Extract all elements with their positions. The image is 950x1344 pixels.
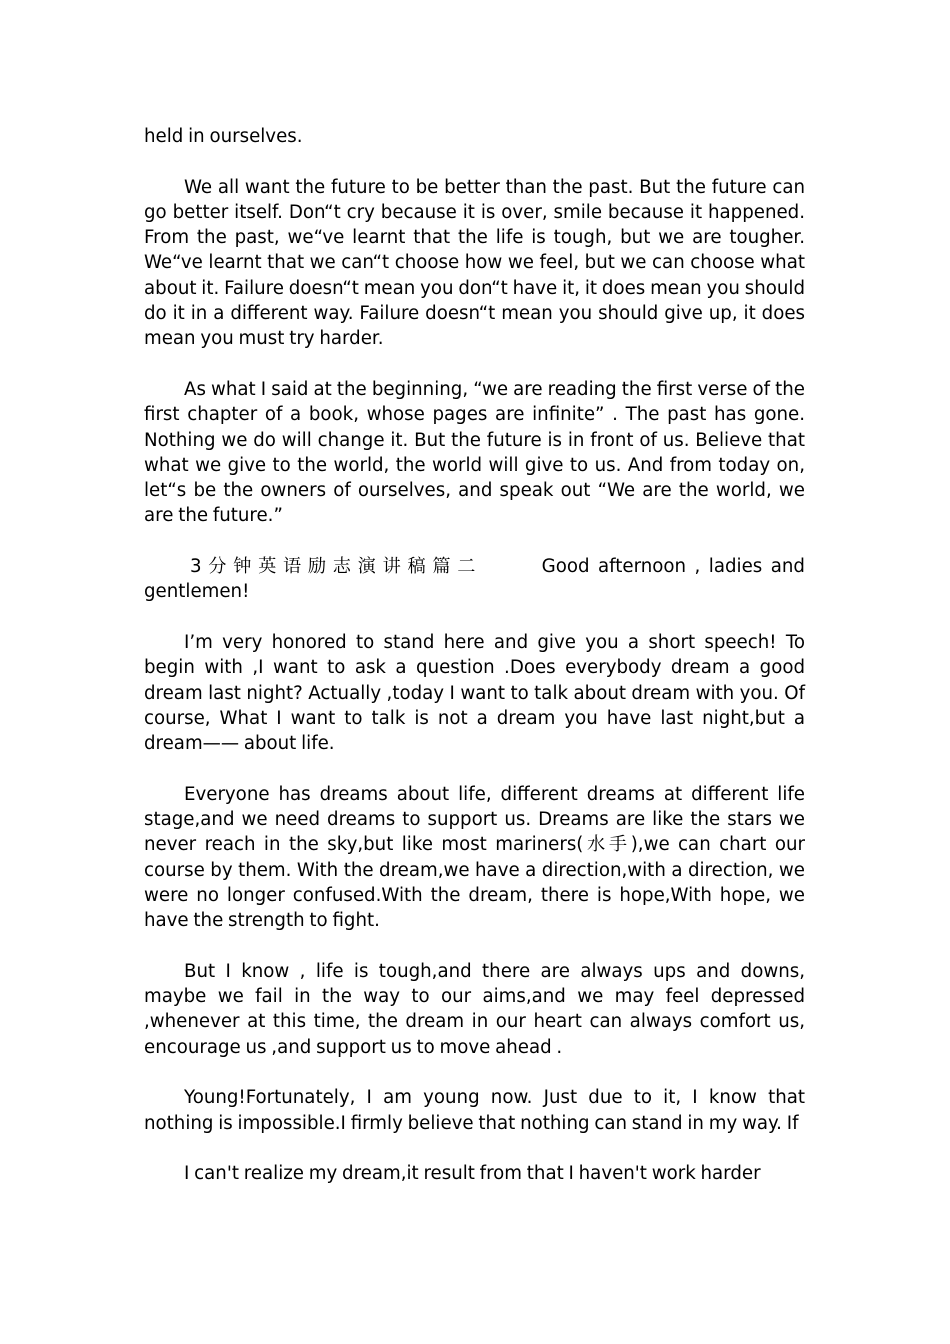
document-page bbox=[144, 124, 805, 1212]
greeting-text: Good afternoon , ladies and gentlemen! bbox=[144, 556, 805, 603]
paragraph-7: But I know , life is tough,and there are always ups and downs, maybe we fail in the way to our aims,and we may feel depressed ,whenever at this time, the dream in our heart can always comfort us, encourage us ,and support us to move ahead . bbox=[144, 960, 805, 1058]
section-heading: 3分钟英语励志演讲稿篇二 bbox=[190, 556, 483, 578]
paragraph-6: Everyone has dreams about life, different dreams at different life stage,and we need dreams to support us. Dreams are like the stars we never reach in the sky,but like most mariners(水手),we can chart our course by them. With the dream,we have a direction,with a direction, we were no longer confused.With the dream, there is hope,With hope, we have the strength to fight. bbox=[144, 783, 805, 932]
paragraph-3: As what I said at the beginning, “we are reading the first verse of the first chapter of a book, whose pages are infinite” . The past has gone. Nothing we do will change it. But the future is in front of us. Believe that what we give to the world, the world will give to us. And from today on, let“s be the owners of ourselves, and speak out “We are the world, we are the future.” bbox=[144, 378, 805, 527]
paragraph-5: I’m very honored to stand here and give you a short speech! To begin with ,I want to ask a question .Does everybody dream a good dream last night? Actually ,today I want to talk about dream with you. Of course, What I want to talk is not a dream you have last night,but a dream—— about life. bbox=[144, 631, 805, 755]
paragraph-8: Young!Fortunately, I am young now. Just due to it, I know that nothing is impossible.I firmly believe that nothing can stand in my way. If bbox=[144, 1087, 805, 1134]
paragraph-9: I can't realize my dream,it result from that I haven't work harder bbox=[184, 1163, 761, 1185]
paragraph-1: held in ourselves. bbox=[144, 126, 303, 147]
paragraph-2: We all want the future to be better than the past. But the future can go better itself. Don“t cry because it is over, smile because it happened. From the past, we“ve learnt that the life is tough, but we are tougher. We“ve learnt that we can“t choose how we feel, but we can choose what about it. Failure doesn“t mean you don“t have it, it does mean you should do it in a different way. Failure doesn“t mean you should give up, it does mean you must try harder. bbox=[144, 176, 805, 350]
section-heading-paragraph bbox=[144, 554, 805, 605]
